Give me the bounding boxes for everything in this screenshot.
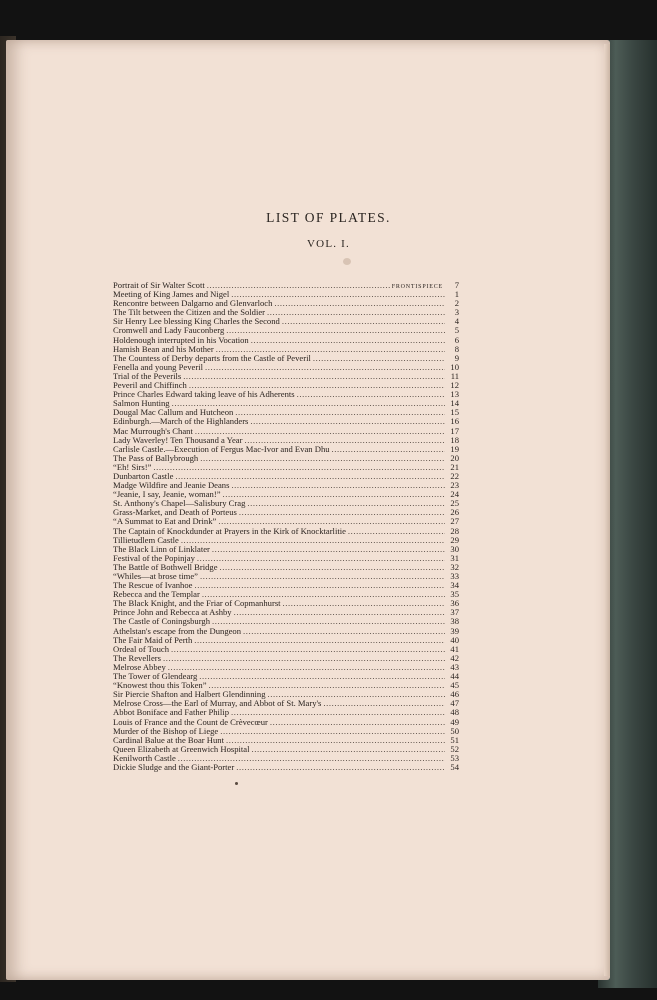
plate-title: Rebecca and the Templar	[113, 589, 200, 600]
plate-number: 1	[454, 289, 459, 300]
plate-title: Queen Elizabeth at Greenwich Hospital	[113, 743, 250, 754]
plate-number: 47	[450, 698, 459, 709]
plate-number: 19	[450, 443, 459, 454]
dot-leader	[153, 463, 445, 472]
plate-title: Lady Waverley! Ten Thousand a Year	[113, 434, 243, 445]
plate-number: 13	[450, 389, 459, 400]
plate-number: 40	[450, 634, 459, 645]
dot-leader	[226, 736, 445, 745]
plate-title: Dunbarton Castle	[113, 470, 174, 481]
plate-title: Meeting of King James and Nigel	[113, 289, 230, 300]
plate-number: 4	[454, 316, 459, 327]
plate-number: 3	[454, 307, 459, 318]
plate-title: Dougal Mac Callum and Hutcheon	[113, 407, 234, 418]
plate-number: 33	[450, 571, 459, 581]
plate-title: The Tilt between the Citizen and the Soldier	[113, 307, 266, 318]
dot-leader	[205, 363, 445, 372]
volume-label: VOL. I.	[307, 238, 350, 250]
plate-title: The Captain of Knockdunder at Prayers in the Kirk of Knocktarlitie	[113, 525, 346, 536]
dot-leader	[283, 599, 445, 608]
plate-title: Murder of the Bishop of Liege	[113, 725, 219, 736]
plate-number: 9	[454, 352, 459, 363]
plate-number: 7	[454, 280, 459, 290]
plate-title: The Fair Maid of Perth	[113, 634, 193, 645]
dot-leader	[250, 417, 445, 426]
plate-title: Madge Wildfire and Jeanie Deans	[113, 480, 230, 491]
plate-title: Melrose Abbey	[113, 661, 166, 672]
dot-leader	[200, 572, 445, 581]
plate-title: Trial of the Peverils	[113, 370, 182, 381]
plate-number: 27	[450, 516, 459, 527]
plate-title: Kenilworth Castle	[113, 752, 176, 763]
plate-number: 38	[450, 616, 459, 627]
plate-title: Dickie Sludge and the Giant-Porter	[113, 761, 235, 772]
plate-title: Mac Murrough's Chant	[113, 425, 193, 436]
plate-title: The Black Linn of Linklater	[113, 543, 210, 554]
plate-number: 50	[450, 725, 459, 736]
dot-leader	[234, 608, 445, 617]
plate-number: 6	[454, 334, 459, 345]
plate-title: Hamish Bean and his Mother	[113, 343, 214, 354]
plate-title: Cromwell and Lady Fauconberg	[113, 325, 225, 336]
plate-title: Sir Henry Lee blessing King Charles the Second	[113, 316, 280, 327]
plate-number: 5	[454, 325, 459, 336]
plate-number: 44	[450, 671, 459, 682]
plate-title: Louis of France and the Count de Crèvecœur	[113, 716, 268, 727]
dot-leader	[220, 727, 445, 736]
plate-number: 25	[450, 498, 459, 509]
plate-number: 46	[450, 689, 459, 700]
plate-number: 11	[450, 370, 459, 381]
plate-number: 22	[450, 470, 459, 481]
dot-leader	[171, 645, 445, 654]
plate-title: Athelstan's escape from the Dungeon	[113, 625, 242, 636]
plate-number: 31	[450, 552, 459, 563]
plate-entry	[113, 454, 459, 463]
plate-title: Melrose Cross—the Earl of Murray, and Abbot of St. Mary's	[113, 698, 322, 709]
plate-number: 28	[450, 525, 459, 536]
plate-title: Carlisle Castle.—Execution of Fergus Mac-Ivor and Evan Dhu	[113, 443, 330, 454]
dot-leader	[252, 745, 446, 754]
paper-mark	[235, 782, 238, 785]
plate-number: 21	[450, 461, 459, 472]
plate-title: The Countess of Derby departs from the Castle of Peveril	[113, 352, 311, 363]
dot-leader	[247, 499, 445, 508]
plate-title: Salmon Hunting	[113, 398, 170, 409]
plate-title: The Pass of Ballybrough	[113, 452, 199, 463]
dot-leader	[313, 354, 445, 363]
plate-title: The Tower of Glendearg	[113, 671, 198, 682]
paper-stain	[343, 258, 351, 265]
plate-number: 35	[450, 589, 459, 600]
plate-number: 17	[450, 425, 459, 436]
dot-leader	[207, 281, 390, 290]
plate-number: 52	[450, 743, 459, 754]
plate-title: “Jeanie, I say, Jeanie, woman!”	[113, 489, 221, 500]
page-edge	[604, 44, 610, 976]
dot-leader	[197, 554, 445, 563]
plate-title: Ordeal of Touch	[113, 643, 170, 654]
plate-number: 37	[450, 607, 459, 618]
dot-leader	[251, 336, 445, 345]
plate-number: 26	[450, 507, 459, 518]
plates-list	[113, 281, 459, 772]
plate-number: 42	[450, 652, 459, 663]
plate-title: Tillietudlem Castle	[113, 534, 179, 545]
dot-leader	[199, 672, 445, 681]
dot-leader	[212, 545, 445, 554]
dot-leader	[348, 527, 445, 536]
plate-title: “Whiles—at brose time”	[113, 571, 198, 581]
plate-title: Fenella and young Peveril	[113, 361, 203, 372]
plate-number: 54	[450, 761, 459, 772]
plate-title: Rencontre between Dalgarno and Glenvarloch	[113, 298, 273, 309]
dot-leader	[282, 317, 445, 326]
plate-title: Cardinal Balue at the Boar Hunt	[113, 734, 224, 745]
plate-number: 29	[450, 534, 459, 545]
plate-number: 2	[454, 298, 459, 309]
plate-title: The Battle of Bothwell Bridge	[113, 561, 218, 572]
plate-title: “Knowest thou this Token”	[113, 680, 207, 691]
dot-leader	[168, 663, 445, 672]
plate-title: Peveril and Chiffinch	[113, 380, 187, 391]
plate-title: Festival of the Popinjay	[113, 552, 195, 563]
dot-leader	[267, 308, 445, 317]
dot-leader	[243, 627, 445, 636]
plate-title: The Revellers	[113, 652, 161, 663]
dot-leader	[239, 508, 445, 517]
plate-number: 18	[450, 434, 459, 445]
plate-number: 36	[450, 598, 459, 609]
dot-leader	[332, 445, 445, 454]
plate-title: The Castle of Coningsburgh	[113, 616, 210, 627]
dot-leader	[194, 636, 445, 645]
plate-title: “Eh! Sirs!”	[113, 461, 152, 472]
plate-entry	[113, 645, 459, 654]
plate-title: Abbot Boniface and Father Philip	[113, 707, 229, 718]
plate-title: St. Anthony's Chapel—Salisbury Crag	[113, 498, 246, 509]
plate-title: Prince John and Rebecca at Ashby	[113, 607, 232, 618]
plate-title: Portrait of Sir Walter Scott	[113, 280, 205, 290]
plate-number: 16	[450, 416, 459, 427]
plate-number: 15	[450, 407, 459, 418]
plate-title: Sir Piercie Shafton and Halbert Glendinning	[113, 689, 266, 700]
dot-leader	[212, 617, 445, 626]
plate-number: 30	[450, 543, 459, 554]
dot-leader	[223, 490, 445, 499]
plate-note: FRONTISPIECE	[391, 284, 443, 290]
plate-number: 12	[450, 380, 459, 391]
plate-number: 49	[450, 716, 459, 727]
dot-leader	[235, 408, 445, 417]
plate-title: Holdenough interrupted in his Vocation	[113, 334, 249, 345]
dot-leader	[181, 536, 445, 545]
page-heading: LIST OF PLATES.	[266, 210, 391, 225]
plate-number: 20	[450, 452, 459, 463]
dot-leader	[200, 454, 445, 463]
plate-title: Prince Charles Edward taking leave of his Adherents	[113, 389, 295, 400]
plate-number: 24	[450, 489, 459, 500]
dot-leader	[297, 390, 445, 399]
dot-leader	[183, 372, 445, 381]
dot-leader	[323, 699, 445, 708]
plate-number: 23	[450, 480, 459, 491]
plate-number: 51	[450, 734, 459, 745]
plate-entry	[113, 763, 459, 772]
dot-leader	[194, 581, 445, 590]
plate-number: 34	[450, 580, 459, 591]
plate-number: 32	[450, 561, 459, 572]
plate-number: 14	[450, 398, 459, 409]
plate-number: 39	[450, 625, 459, 636]
dot-leader	[163, 654, 445, 663]
dot-leader	[220, 563, 445, 572]
plate-title: The Rescue of Ivanhoe	[113, 580, 193, 591]
plate-number: 53	[450, 752, 459, 763]
plate-title: The Black Knight, and the Friar of Copmanhurst	[113, 598, 281, 609]
plate-title: “A Summat to Eat and Drink”	[113, 516, 217, 527]
dot-leader	[226, 326, 445, 335]
plate-number: 48	[450, 707, 459, 718]
plate-number: 10	[450, 361, 459, 372]
plate-number: 45	[450, 680, 459, 691]
plate-number: 8	[454, 343, 459, 354]
plate-title: Grass-Market, and Death of Porteus	[113, 507, 237, 518]
dot-leader	[270, 718, 445, 727]
dot-leader	[274, 299, 445, 308]
dot-leader	[236, 763, 445, 772]
dot-leader	[231, 481, 445, 490]
plate-title: Edinburgh.—March of the Highlanders	[113, 416, 249, 427]
plate-number: 43	[450, 661, 459, 672]
plate-number: 41	[450, 643, 459, 654]
